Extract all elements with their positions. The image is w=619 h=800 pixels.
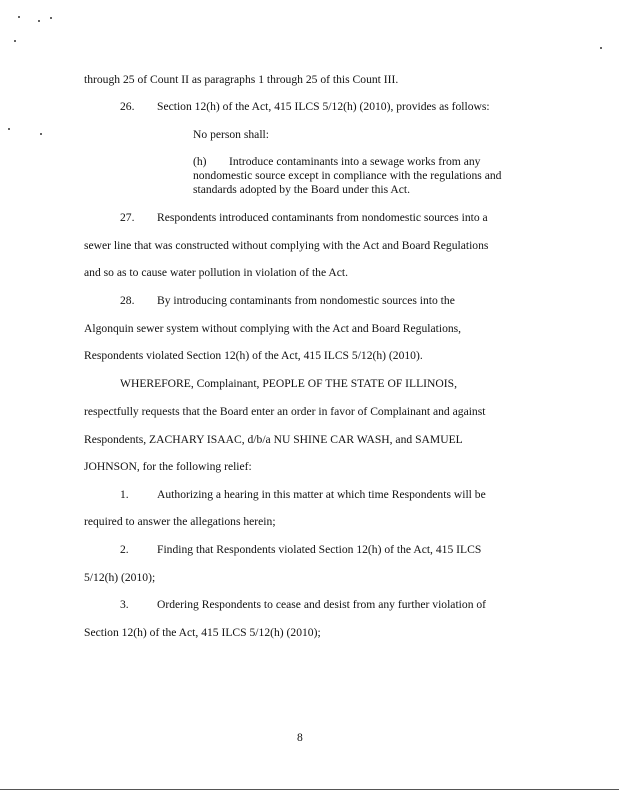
scan-speck <box>40 133 42 135</box>
scan-speck <box>14 40 16 42</box>
relief-1-text: required to answer the allegations herein; <box>84 515 276 528</box>
relief-2-text: 5/12(h) (2010); <box>84 571 156 584</box>
page-number: 8 <box>297 731 303 744</box>
scan-speck <box>8 128 10 130</box>
quote-intro: No person shall: <box>193 128 269 141</box>
wherefore-text: WHEREFORE, Complainant, PEOPLE OF THE STATE OF ILLINOIS, <box>120 377 457 390</box>
quote-line: Introduce contaminants into a sewage works from any <box>229 155 481 168</box>
bottom-scan-edge <box>0 789 619 790</box>
wherefore-text: JOHNSON, for the following relief: <box>84 460 252 473</box>
paragraph-26-number: 26. <box>120 100 135 113</box>
quote-label: (h) <box>193 155 207 168</box>
scan-speck <box>18 16 20 18</box>
paragraph-26-text: Section 12(h) of the Act, 415 ILCS 5/12(h) (2010), provides as follows: <box>157 100 490 113</box>
paragraph-28-number: 28. <box>120 294 135 307</box>
continuation-line: through 25 of Count II as paragraphs 1 through 25 of this Count III. <box>84 73 399 86</box>
scan-speck <box>600 47 602 49</box>
relief-2-number: 2. <box>120 543 129 556</box>
relief-1-number: 1. <box>120 488 129 501</box>
scan-speck <box>50 17 52 19</box>
scan-speck <box>38 20 40 22</box>
relief-1-text: Authorizing a hearing in this matter at which time Respondents will be <box>157 488 486 501</box>
paragraph-27-text: and so as to cause water pollution in violation of the Act. <box>84 266 349 279</box>
paragraph-28-text: Algonquin sewer system without complying with the Act and Board Regulations, <box>84 322 462 335</box>
relief-3-number: 3. <box>120 598 129 611</box>
relief-2-text: Finding that Respondents violated Section 12(h) of the Act, 415 ILCS <box>157 543 482 556</box>
relief-3-text: Ordering Respondents to cease and desist from any further violation of <box>157 598 487 611</box>
paragraph-27-text: sewer line that was constructed without complying with the Act and Board Regulations <box>84 239 489 252</box>
paragraph-28-text: By introducing contaminants from nondomestic sources into the <box>157 294 455 307</box>
relief-3-text: Section 12(h) of the Act, 415 ILCS 5/12(h) (2010); <box>84 626 321 639</box>
wherefore-text: Respondents, ZACHARY ISAAC, d/b/a NU SHINE CAR WASH, and SAMUEL <box>84 433 463 446</box>
paragraph-27-text: Respondents introduced contaminants from nondomestic sources into a <box>157 211 488 224</box>
paragraph-28-text: Respondents violated Section 12(h) of the Act, 415 ILCS 5/12(h) (2010). <box>84 349 423 362</box>
wherefore-text: respectfully requests that the Board enter an order in favor of Complainant and against <box>84 405 486 418</box>
paragraph-27-number: 27. <box>120 211 135 224</box>
quote-line: nondomestic source except in compliance with the regulations and <box>193 169 502 182</box>
quote-line: standards adopted by the Board under this Act. <box>193 183 411 196</box>
